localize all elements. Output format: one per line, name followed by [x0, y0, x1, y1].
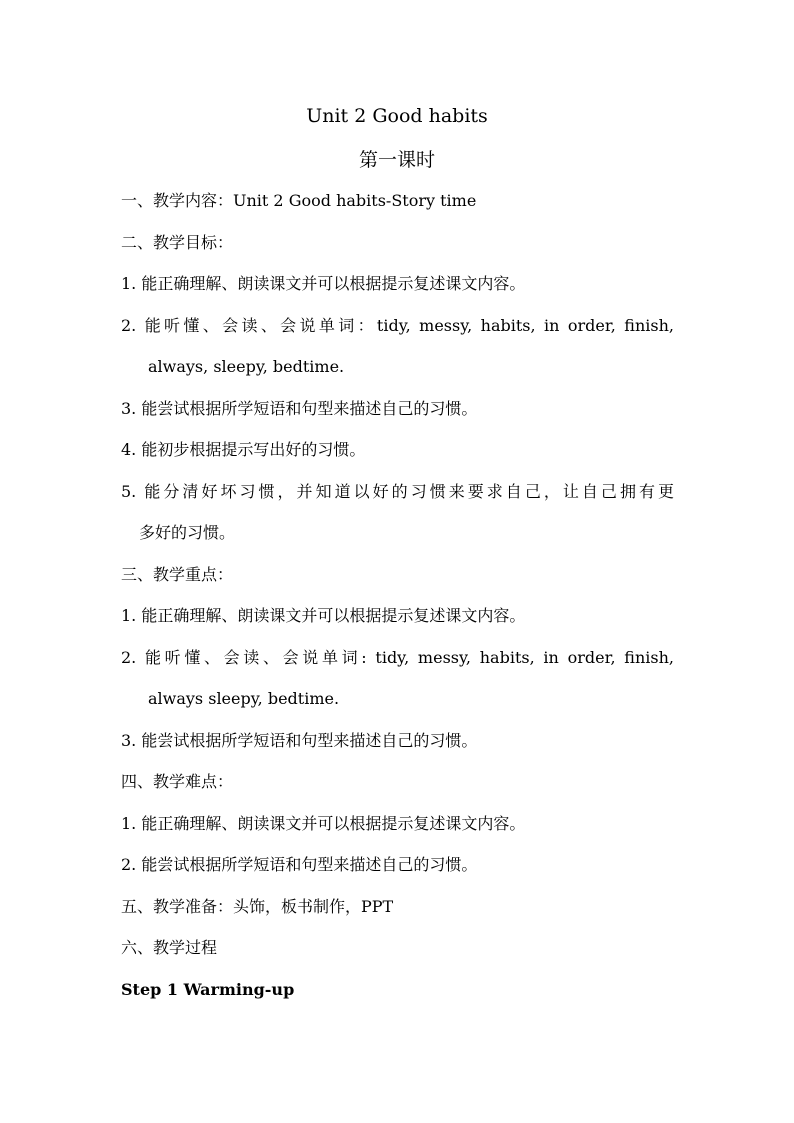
goal-item-5: 5. 能分清好坏习惯，并知道以好的习惯来要求自己，让自己拥有更: [121, 482, 674, 501]
goal-item-5-continued: 多好的习惯。: [139, 523, 236, 542]
key-point-item-2: 2. 能听懂、会读、会说单词: tidy, messy, habits, in order, finish,: [121, 648, 674, 667]
goal-item-4: 4. 能初步根据提示写出好的习惯。: [121, 440, 366, 459]
goal-item-3: 3. 能尝试根据所学短语和句型来描述自己的习惯。: [121, 399, 478, 418]
key-point-item-1: 1. 能正确理解、朗读课文并可以根据提示复述课文内容。: [121, 606, 526, 625]
section-key-points: 三、教学重点：: [121, 565, 234, 584]
difficult-point-item-1: 1. 能正确理解、朗读课文并可以根据提示复述课文内容。: [121, 814, 526, 833]
lesson-period: 第一课时: [358, 149, 435, 171]
difficult-point-item-2: 2. 能尝试根据所学短语和句型来描述自己的习惯。: [121, 855, 478, 874]
goal-item-2: 2. 能听懂、会读、会说单词：tidy, messy, habits, in order, finish,: [121, 316, 674, 335]
section-difficult-points: 四、教学难点：: [121, 772, 234, 791]
section-teaching-process: 六、教学过程: [121, 938, 218, 957]
section-teaching-content: 一、教学内容：Unit 2 Good habits-Story time: [121, 191, 477, 210]
goal-item-2-continued: always, sleepy, bedtime.: [148, 357, 345, 376]
section-teaching-preparation: 五、教学准备：头饰，板书制作，PPT: [121, 897, 394, 916]
key-point-item-2-continued: always sleepy, bedtime.: [148, 689, 340, 708]
step-1-heading: Step 1 Warming-up: [121, 980, 295, 999]
document-title: Unit 2 Good habits: [306, 105, 488, 127]
key-point-item-3: 3. 能尝试根据所学短语和句型来描述自己的习惯。: [121, 731, 478, 750]
section-teaching-goals: 二、教学目标：: [121, 233, 234, 252]
goal-item-1: 1. 能正确理解、朗读课文并可以根据提示复述课文内容。: [121, 274, 526, 293]
